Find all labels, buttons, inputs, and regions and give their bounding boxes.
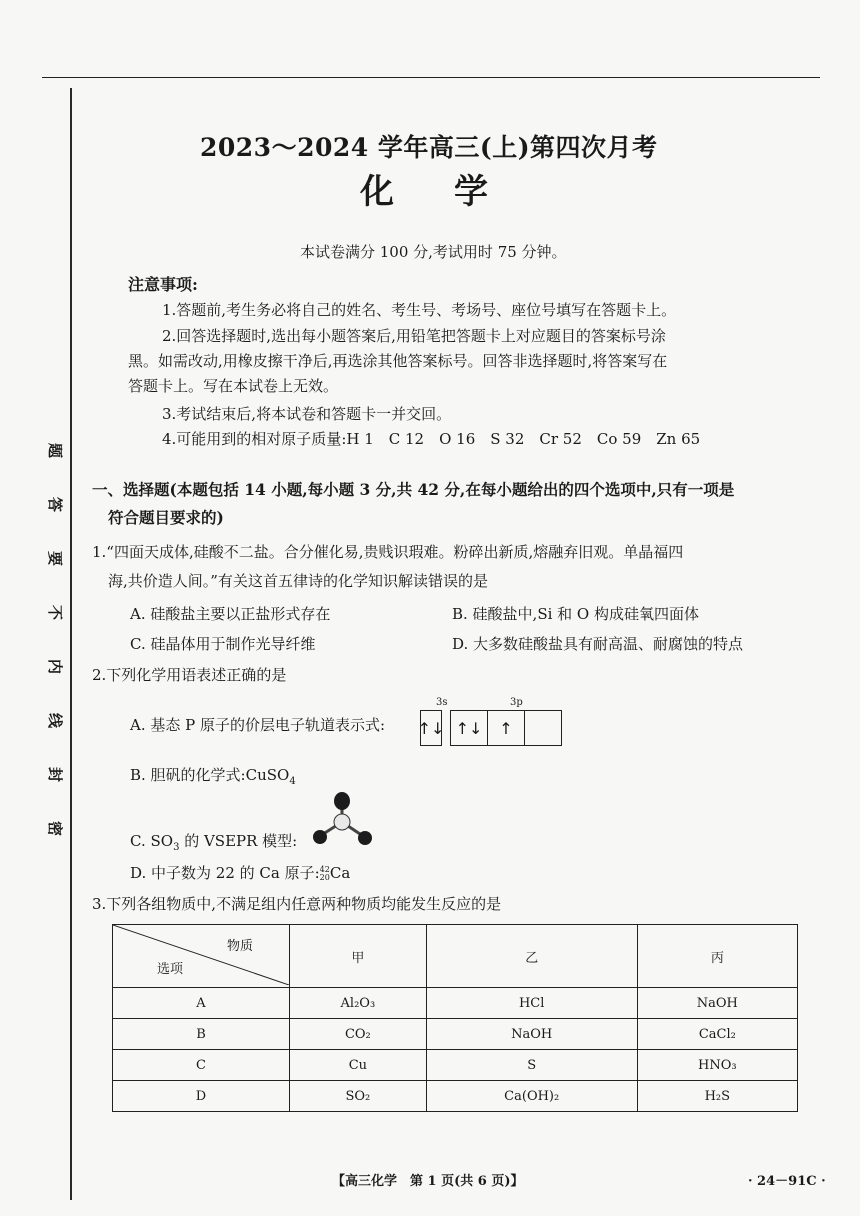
nuclide-notation: [320, 866, 330, 882]
diagonal-line: [113, 925, 289, 985]
binding-margin-rule: [70, 88, 72, 1200]
table-row: [113, 988, 798, 1019]
column-header: 丙: [637, 925, 797, 988]
exam-subject: 化学: [360, 172, 548, 212]
substance-cell: Cu: [290, 1050, 427, 1081]
subscript: 4: [289, 776, 296, 787]
margin-char: 密: [46, 820, 65, 837]
element-symbol: Ca: [329, 864, 351, 882]
q2-option-b: [130, 764, 296, 787]
q1-stem: 1.“四面天成体,硅酸不二盐。合分催化易,贵贱识瑕难。粉碎出新质,熔融弃旧观。单晶福四: [92, 543, 684, 561]
subscript: 3: [173, 842, 180, 853]
option-cell: A: [113, 988, 290, 1019]
notice-item: 黑。如需改动,用橡皮擦干净后,再选涂其他答案标号。回答非选择题时,将答案写在: [128, 352, 668, 370]
q2-option-d-text: D. 中子数为 22 的 Ca 原子:: [130, 864, 320, 882]
page-footer: 【高三化学 第 1 页(共 6 页)】: [332, 1174, 524, 1189]
q3-table: [112, 924, 798, 1112]
substance-cell: HCl: [426, 988, 637, 1019]
q2-option-d: [130, 862, 350, 883]
table-row: [113, 1081, 798, 1112]
orbital-diagram: [417, 710, 562, 746]
top-rule: [42, 77, 820, 78]
margin-char: 答: [46, 496, 65, 513]
notice-item: 答题卡上。写在本试卷上无效。: [128, 377, 339, 395]
column-header: 甲: [290, 925, 427, 988]
substance-cell: SO₂: [290, 1081, 427, 1112]
orbital-3s-group: [417, 710, 445, 746]
notice-item: 3.考试结束后,将本试卷和答题卡一并交回。: [162, 405, 452, 423]
exam-title: 2023～2024 学年高三(上)第四次月考: [200, 133, 658, 162]
substance-cell: CO₂: [290, 1019, 427, 1050]
orbital-box: ↑↓: [451, 711, 488, 745]
q2-option-c-text: C. SO: [130, 832, 174, 850]
substance-cell: Ca(OH)₂: [426, 1081, 637, 1112]
margin-char: 内: [46, 658, 65, 675]
substance-cell: Al₂O₃: [290, 988, 427, 1019]
notice-item: 1.答题前,考生务必将自己的姓名、考生号、考场号、座位号填写在答题卡上。: [162, 301, 677, 319]
column-header: 乙: [426, 925, 637, 988]
atomic-number: 20: [319, 873, 330, 882]
q1-stem-cont: 海,共价造人间。”有关这首五律诗的化学知识解读错误的是: [108, 572, 488, 590]
orbital-box: ↑↓: [417, 718, 445, 738]
substance-cell: S: [426, 1050, 637, 1081]
margin-char: 要: [46, 550, 65, 567]
mass-number: 42: [319, 865, 330, 874]
orbital-label-3p: 3p: [510, 697, 523, 708]
substance-cell: NaOH: [637, 988, 797, 1019]
q2-option-c: [130, 830, 297, 853]
option-cell: B: [113, 1019, 290, 1050]
exam-code: · 24－91C ·: [748, 1174, 826, 1189]
q2-stem: 2.下列化学用语表述正确的是: [92, 666, 287, 684]
q2-option-c-suffix: 的 VSEPR 模型:: [179, 832, 298, 850]
orbital-box: [525, 711, 561, 745]
option-cell: D: [113, 1081, 290, 1112]
option-cell: C: [113, 1050, 290, 1081]
margin-char: 不: [46, 604, 65, 621]
so3-vsepr-model: [312, 792, 372, 850]
substance-cell: NaOH: [426, 1019, 637, 1050]
orbital-label-3s: 3s: [436, 697, 448, 708]
orbital-box: ↑: [488, 711, 525, 745]
q2-option-a: A. 基态 P 原子的价层电子轨道表示式:: [130, 716, 386, 734]
notice-item: 4.可能用到的相对原子质量:H 1 C 12 O 16 S 32 Cr 52 Co 59 Zn 65: [162, 430, 701, 448]
q1-option-c: C. 硅晶体用于制作光导纤维: [130, 635, 316, 653]
q2-option-b-text: B. 胆矾的化学式:CuSO: [130, 766, 290, 784]
margin-char: 题: [46, 442, 65, 459]
substance-cell: CaCl₂: [637, 1019, 797, 1050]
q1-option-b: B. 硅酸盐中,Si 和 O 构成硅氧四面体: [452, 605, 700, 623]
notice-item: 2.回答选择题时,选出每小题答案后,用铅笔把答题卡上对应题目的答案标号涂: [162, 327, 666, 345]
section-heading-cont: 符合题目要求的): [108, 508, 224, 527]
header-option: 选项: [157, 962, 184, 977]
table-row: [113, 1050, 798, 1081]
exam-intro: 本试卷满分 100 分,考试用时 75 分钟。: [300, 243, 567, 261]
margin-char: 线: [46, 712, 65, 729]
header-substance: 物质: [226, 939, 253, 954]
orbital-3p-group: [450, 710, 562, 746]
section-heading: 一、选择题(本题包括 14 小题,每小题 3 分,共 42 分,在每小题给出的四个选项中,只有一项是: [92, 480, 735, 499]
substance-cell: H₂S: [637, 1081, 797, 1112]
substance-cell: HNO₃: [637, 1050, 797, 1081]
table-row: [113, 1019, 798, 1050]
q1-option-a: A. 硅酸盐主要以正盐形式存在: [130, 605, 331, 623]
binding-margin-text: [44, 440, 68, 839]
diagonal-header-cell: [113, 925, 290, 988]
q3-stem: 3.下列各组物质中,不满足组内任意两种物质均能发生反应的是: [92, 895, 502, 913]
table-header-row: [113, 925, 798, 988]
notice-heading: 注意事项:: [128, 275, 198, 294]
margin-char: 封: [46, 766, 65, 783]
q1-option-d: D. 大多数硅酸盐具有耐高温、耐腐蚀的特点: [452, 635, 744, 653]
